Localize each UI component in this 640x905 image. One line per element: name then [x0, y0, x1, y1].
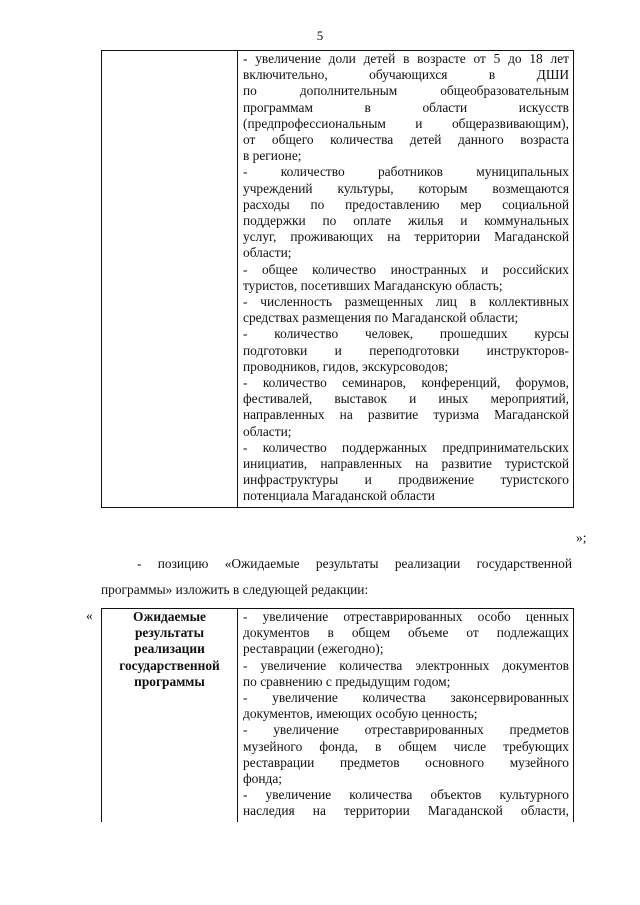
text-line: музейного фонда, в общем числе требующих — [243, 738, 569, 754]
text-line: расходы по предоставлению мер социальной — [243, 196, 569, 212]
page-number: 5 — [316, 28, 324, 43]
text-line: - увеличение количества объектов культурного — [243, 787, 569, 803]
text-line: в регионе; — [243, 148, 302, 164]
text-line: фестивалей, выставок и иных мероприятий, — [243, 391, 569, 407]
text-line: документов, имеющих особую ценность; — [243, 706, 478, 722]
table1-text — [238, 51, 573, 507]
text-line: программам в области искусств — [243, 99, 569, 115]
text-line: средствах размещения по Магаданской области; — [243, 310, 519, 326]
table2-text — [238, 609, 573, 822]
text-line: направленных на развитие туризма Магаданской — [243, 407, 569, 423]
header-line: реализации — [134, 641, 205, 657]
text-line: по дополнительным общеобразовательным — [243, 83, 569, 99]
text-line: - увеличение отреставрированных особо ценных — [243, 609, 569, 624]
text-line: (предпрофессиональным и общеразвивающим), — [243, 115, 569, 131]
text-line: области; — [243, 245, 292, 261]
text-line: по сравнению с предыдущим годом; — [243, 673, 451, 689]
instruction-paragraph — [101, 556, 572, 598]
text-line: от общего количества детей данного возраста — [243, 132, 569, 148]
text-line: - численность размещенных лиц в коллективных — [243, 294, 569, 310]
text-line: фонда; — [243, 771, 283, 787]
text-line: - количество семинаров, конференций, форумов, — [243, 375, 569, 391]
table1-left-cell — [102, 51, 238, 508]
text-line: - увеличение доли детей в возрасте от 5 до 18 лет — [243, 51, 569, 66]
text-line: - увеличение количества электронных документов — [243, 657, 569, 673]
table-continued — [101, 50, 574, 508]
paragraph-line: программы» изложить в следующей редакции: — [101, 582, 369, 597]
header-line: результаты — [134, 625, 205, 641]
text-line: наследия на территории Магаданской области, — [243, 803, 569, 819]
text-line: поддержки по оплате жилья и коммунальных — [243, 213, 569, 229]
paragraph-line: - позицию «Ожидаемые результаты реализации государственной — [137, 556, 572, 571]
table1-content-cell — [238, 51, 574, 508]
text-line: - увеличение количества законсервированных — [243, 690, 569, 706]
closing-quote-mark: »; — [576, 530, 587, 545]
opening-quote-mark: « — [86, 608, 93, 623]
header-line: Ожидаемые — [133, 609, 206, 624]
text-line: - количество поддержанных предпринимательских — [243, 439, 569, 455]
table-results — [101, 608, 574, 822]
results-header — [102, 609, 237, 690]
text-line: реставрации предметов основного музейного — [243, 754, 569, 770]
text-line: реставрации (ежегодно); — [243, 641, 384, 657]
text-line: включительно, обучающихся в ДШИ — [243, 67, 569, 83]
text-line: - количество работников муниципальных — [243, 164, 569, 180]
table2-content-cell — [238, 609, 574, 822]
text-line: потенциала Магаданской области — [243, 488, 435, 504]
table2-header-cell — [102, 609, 238, 822]
text-line: - количество человек, прошедших курсы — [243, 326, 569, 342]
text-line: инициатив, направленных на развитие туристской — [243, 456, 569, 472]
header-line: государственной — [119, 657, 220, 673]
text-line: туристов, посетивших Магаданскую область; — [243, 277, 503, 293]
text-line: подготовки и переподготовки инструкторов- — [243, 342, 569, 358]
text-line: документов в общем объеме от подлежащих — [243, 625, 569, 641]
text-line: услуг, проживающих на территории Магаданской — [243, 229, 569, 245]
text-line: учреждений культуры, которым возмещаются — [243, 180, 569, 196]
text-line: - увеличение отреставрированных предметов — [243, 722, 569, 738]
text-line: области; — [243, 423, 292, 439]
text-line: проводников, гидов, экскурсоводов; — [243, 358, 449, 374]
text-line: инфраструктуры и продвижение туристского — [243, 472, 569, 488]
header-line: программы — [134, 673, 205, 689]
text-line: - общее количество иностранных и российских — [243, 261, 569, 277]
